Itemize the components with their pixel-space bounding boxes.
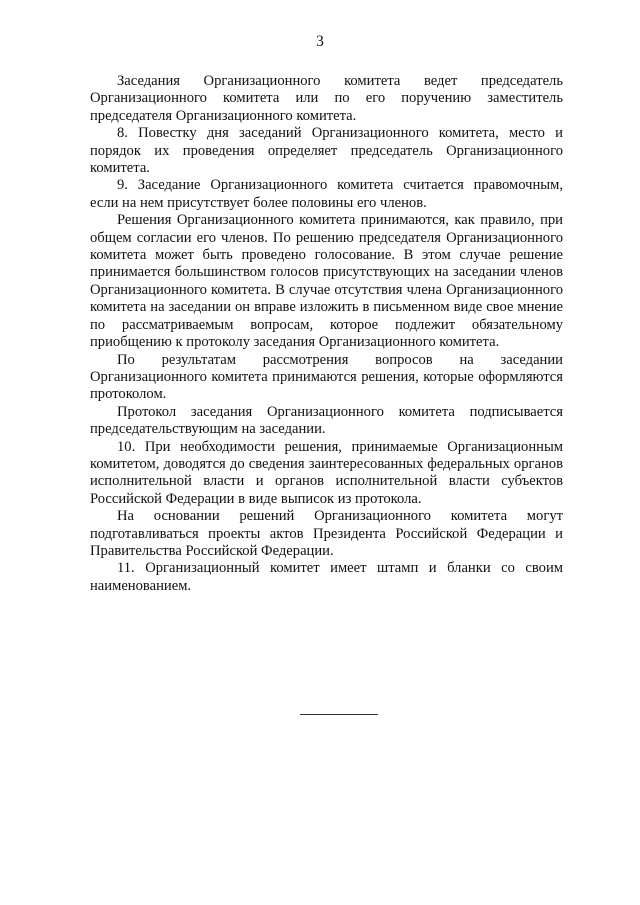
paragraph-decisions: Решения Организационного комитета принимаются, как правило, при общем согласии его членов. По решению председателя Организационного комитета может быть проведено голосование. В этом случае решение принимается большинством голосов присутствующих на заседании членов Организационного комитета. В случае отсутствия члена Организационного комитета на заседании он вправе изложить в письменном виде свое мнение по рассматриваемым вопросам, которое подлежит обязательному приобщению к протоколу заседания Организационного комитета. — [90, 212, 563, 351]
end-separator-line — [300, 714, 378, 715]
paragraph-9-quorum: 9. Заседание Организационного комитета считается правомочным, если на нем присутствует более половины его членов. — [90, 177, 563, 211]
page-number: 3 — [316, 33, 324, 50]
paragraph-10-extracts: 10. При необходимости решения, принимаемые Организационным комитетом, доводятся до сведения заинтересованных федеральных органов исполнительной власти и органов исполнительной власти субъектов Российской Федерации в виде выписок из протокола. — [90, 438, 563, 507]
paragraph-results: По результатам рассмотрения вопросов на заседании Организационного комитета принимаются решения, которые оформляются протоколом. — [90, 351, 563, 403]
paragraph-protocol: Протокол заседания Организационного комитета подписывается председательствующим на заседании. — [90, 403, 563, 438]
paragraph-8-agenda: 8. Повестку дня заседаний Организационного комитета, место и порядок их проведения определяет председатель Организационного комитета. — [90, 125, 563, 177]
paragraph-meeting-chair: Заседания Организационного комитета ведет председатель Организационного комитета или по его поручению заместитель председателя Организационного комитета. — [90, 73, 563, 124]
paragraph-11-stamp: 11. Организационный комитет имеет штамп и бланки со своим наименованием. — [90, 560, 563, 594]
paragraph-draft-acts: На основании решений Организационного комитета могут подготавливаться проекты актов Президента Российской Федерации и Правительства Российской Федерации. — [90, 508, 563, 559]
document-body — [90, 73, 563, 595]
